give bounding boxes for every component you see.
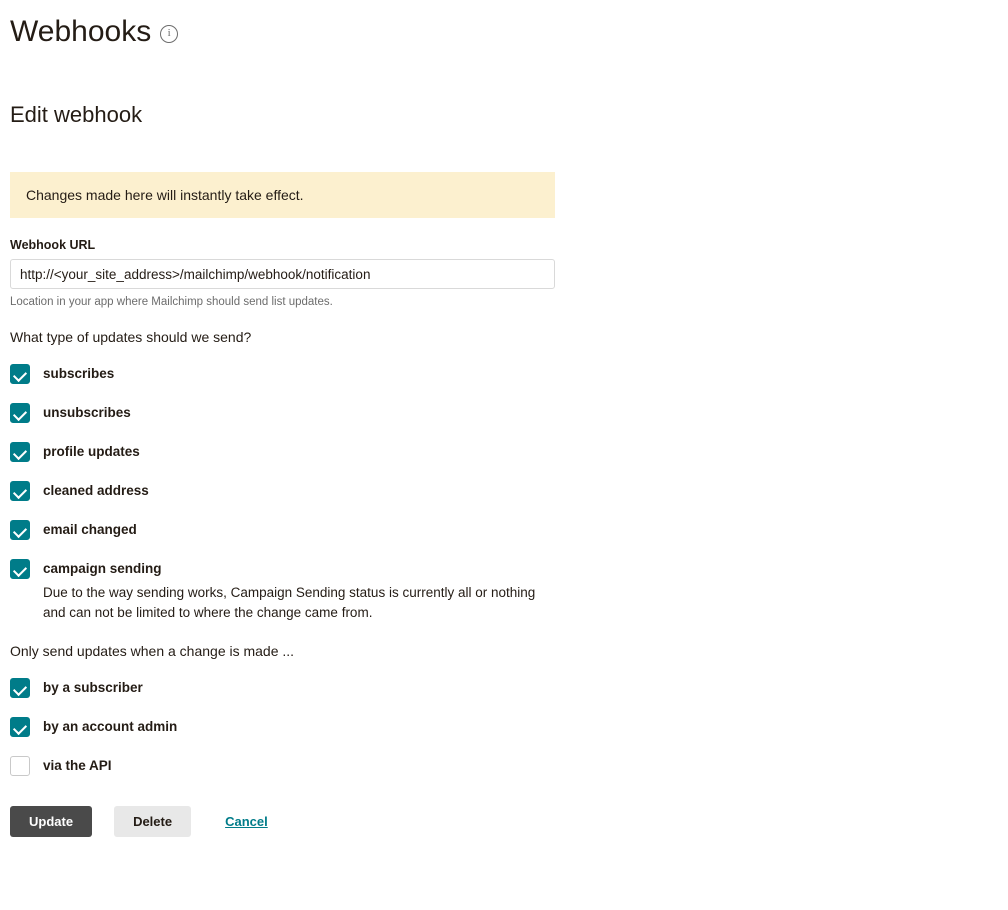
section-title: Edit webhook <box>10 102 143 127</box>
checkbox-body <box>43 481 149 501</box>
checkbox-profile-updates[interactable] <box>10 442 30 462</box>
checkbox-row-email-changed[interactable] <box>10 520 1008 540</box>
info-icon[interactable]: i <box>160 25 178 43</box>
checkbox-campaign-sending[interactable] <box>10 559 30 579</box>
cancel-link[interactable]: Cancel <box>225 814 268 830</box>
checkbox-body <box>43 520 137 540</box>
checkbox-body <box>43 678 143 698</box>
checkbox-row-by-an-account-admin[interactable] <box>10 717 1008 737</box>
checkbox-body <box>43 717 177 737</box>
checkbox-by-an-account-admin[interactable] <box>10 717 30 737</box>
checkbox-row-by-a-subscriber[interactable] <box>10 678 1008 698</box>
updates-question: What type of updates should we send? <box>10 329 252 345</box>
webhook-url-input[interactable] <box>10 259 555 289</box>
checkbox-row-profile-updates[interactable] <box>10 442 1008 462</box>
checkbox-row-subscribes[interactable] <box>10 364 1008 384</box>
checkbox-row-unsubscribes[interactable] <box>10 403 1008 423</box>
checkbox-label-subscribes: subscribes <box>43 366 115 381</box>
webhook-url-label: Webhook URL <box>10 238 96 252</box>
checkbox-row-cleaned-address[interactable] <box>10 481 1008 501</box>
checkbox-body <box>43 403 131 423</box>
checkbox-row-via-the-api[interactable] <box>10 756 1008 776</box>
page-title <box>10 14 1008 50</box>
checkbox-label-campaign-sending: campaign sending <box>43 561 162 576</box>
checkbox-label-by-a-subscriber: by a subscriber <box>43 680 143 696</box>
notice-text: Changes made here will instantly take effect. <box>26 187 304 203</box>
checkbox-label-unsubscribes: unsubscribes <box>43 405 131 420</box>
delete-button[interactable]: Delete <box>114 806 191 837</box>
sources-question: Only send updates when a change is made ... <box>10 643 295 660</box>
checkbox-email-changed[interactable] <box>10 520 30 540</box>
checkbox-note-campaign-sending: Due to the way sending works, Campaign Sending status is currently all or nothing and can not be limited to where the change came from. <box>43 585 536 620</box>
checkbox-via-the-api[interactable] <box>10 756 30 776</box>
checkbox-body <box>43 442 140 462</box>
page-title-text: Webhooks <box>10 15 152 48</box>
checkbox-body <box>43 559 553 622</box>
checkbox-label-by-an-account-admin: by an account admin <box>43 719 178 735</box>
checkbox-body <box>43 364 114 384</box>
checkbox-row-campaign-sending[interactable] <box>10 559 1008 622</box>
webhook-url-help: Location in your app where Mailchimp should send list updates. <box>10 296 333 308</box>
update-button[interactable]: Update <box>10 806 92 837</box>
form-actions <box>10 806 1008 837</box>
instant-effect-notice <box>10 172 555 218</box>
checkbox-label-cleaned-address: cleaned address <box>43 483 149 498</box>
checkbox-label-profile-updates: profile updates <box>43 444 140 459</box>
checkbox-subscribes[interactable] <box>10 364 30 384</box>
checkbox-label-via-the-api: via the API <box>43 758 112 774</box>
checkbox-unsubscribes[interactable] <box>10 403 30 423</box>
checkbox-by-a-subscriber[interactable] <box>10 678 30 698</box>
checkbox-cleaned-address[interactable] <box>10 481 30 501</box>
checkbox-body <box>43 756 112 776</box>
checkbox-label-email-changed: email changed <box>43 522 137 537</box>
webhooks-page <box>0 14 1008 837</box>
